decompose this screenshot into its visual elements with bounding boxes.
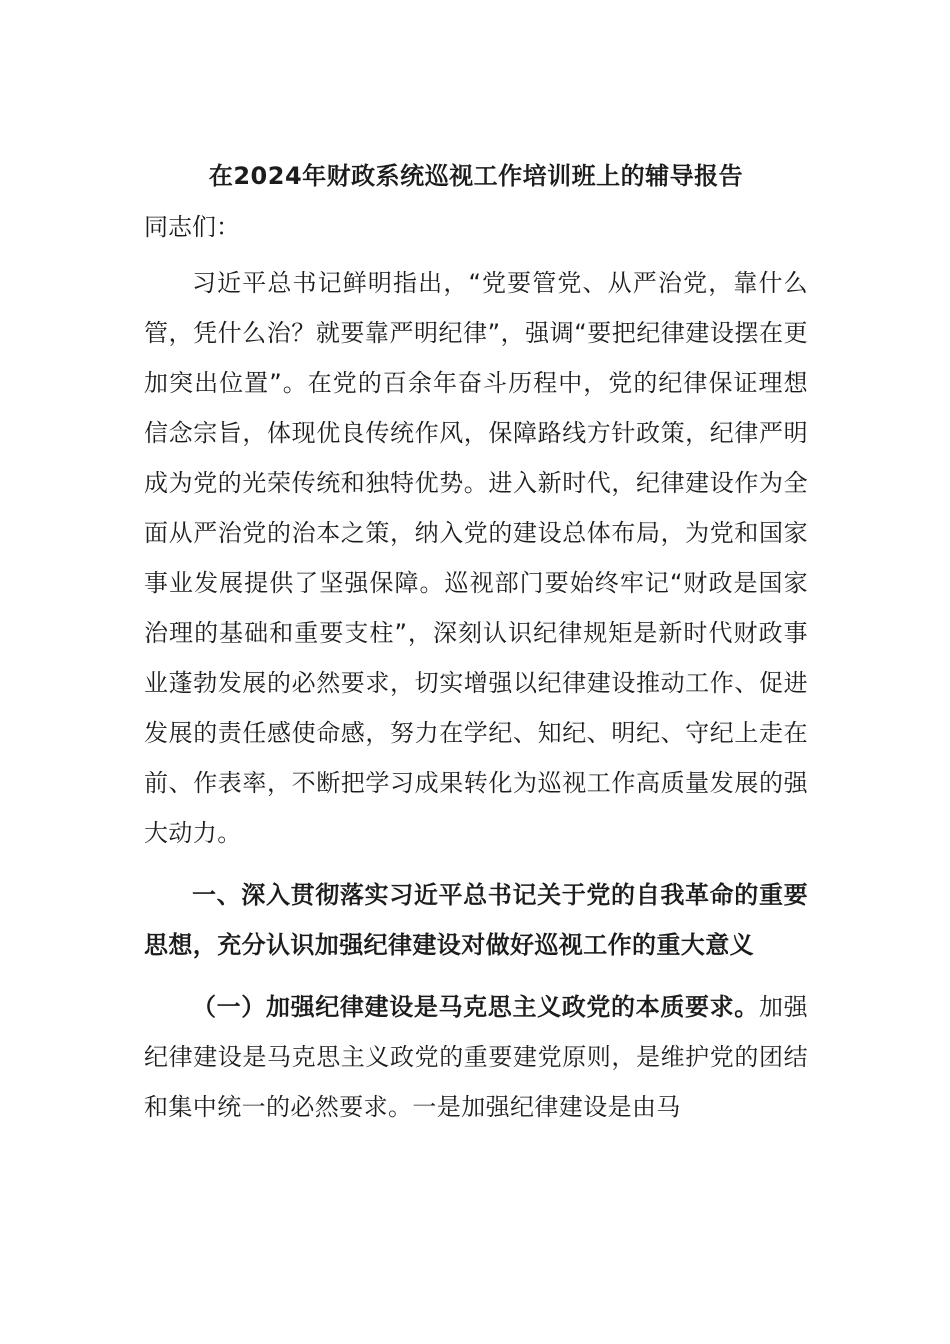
subsection-one-paragraph — [144, 982, 808, 1132]
greeting: 同志们： — [144, 213, 240, 241]
document-page — [144, 150, 808, 1144]
subsection-one-lead: （一）加强纪律建设是马克思主义政党的本质要求。 — [192, 993, 759, 1021]
subsection-one-body: 加强纪律建设是马克思主义政党的重要建党原则，是维护党的团结和集中统一的必然要求。一是加强纪律建设是由马 — [144, 993, 808, 1121]
intro-paragraph: 习近平总书记鲜明指出，“党要管党、从严治党，靠什么管，凭什么治？就要靠严明纪律”，强调“要把纪律建设摆在更加突出位置”。在党的百余年奋斗历程中，党的纪律保证理想信念宗旨，体现优良传统作风，保障路线方针政策，纪律严明成为党的光荣传统和独特优势。进入新时代，纪律建设作为全面从严治党的治本之策，纳入党的建设总体布局，为党和国家事业发展提供了坚强保障。巡视部门要始终牢记“财政是国家治理的基础和重要支柱”，深刻认识纪律规矩是新时代财政事业蓬勃发展的必然要求，切实增强以纪律建设推动工作、促进发展的责任感使命感，努力在学纪、知纪、明纪、守纪上走在前、作表率，不断把学习成果转化为巡视工作高质量发展的强大动力。 — [144, 269, 808, 847]
document-title: 在2024年财政系统巡视工作培训班上的辅导报告 — [208, 162, 744, 190]
section-one-heading: 一、深入贯彻落实习近平总书记关于党的自我革命的重要思想，充分认识加强纪律建设对做好巡视工作的重大意义 — [144, 881, 808, 959]
